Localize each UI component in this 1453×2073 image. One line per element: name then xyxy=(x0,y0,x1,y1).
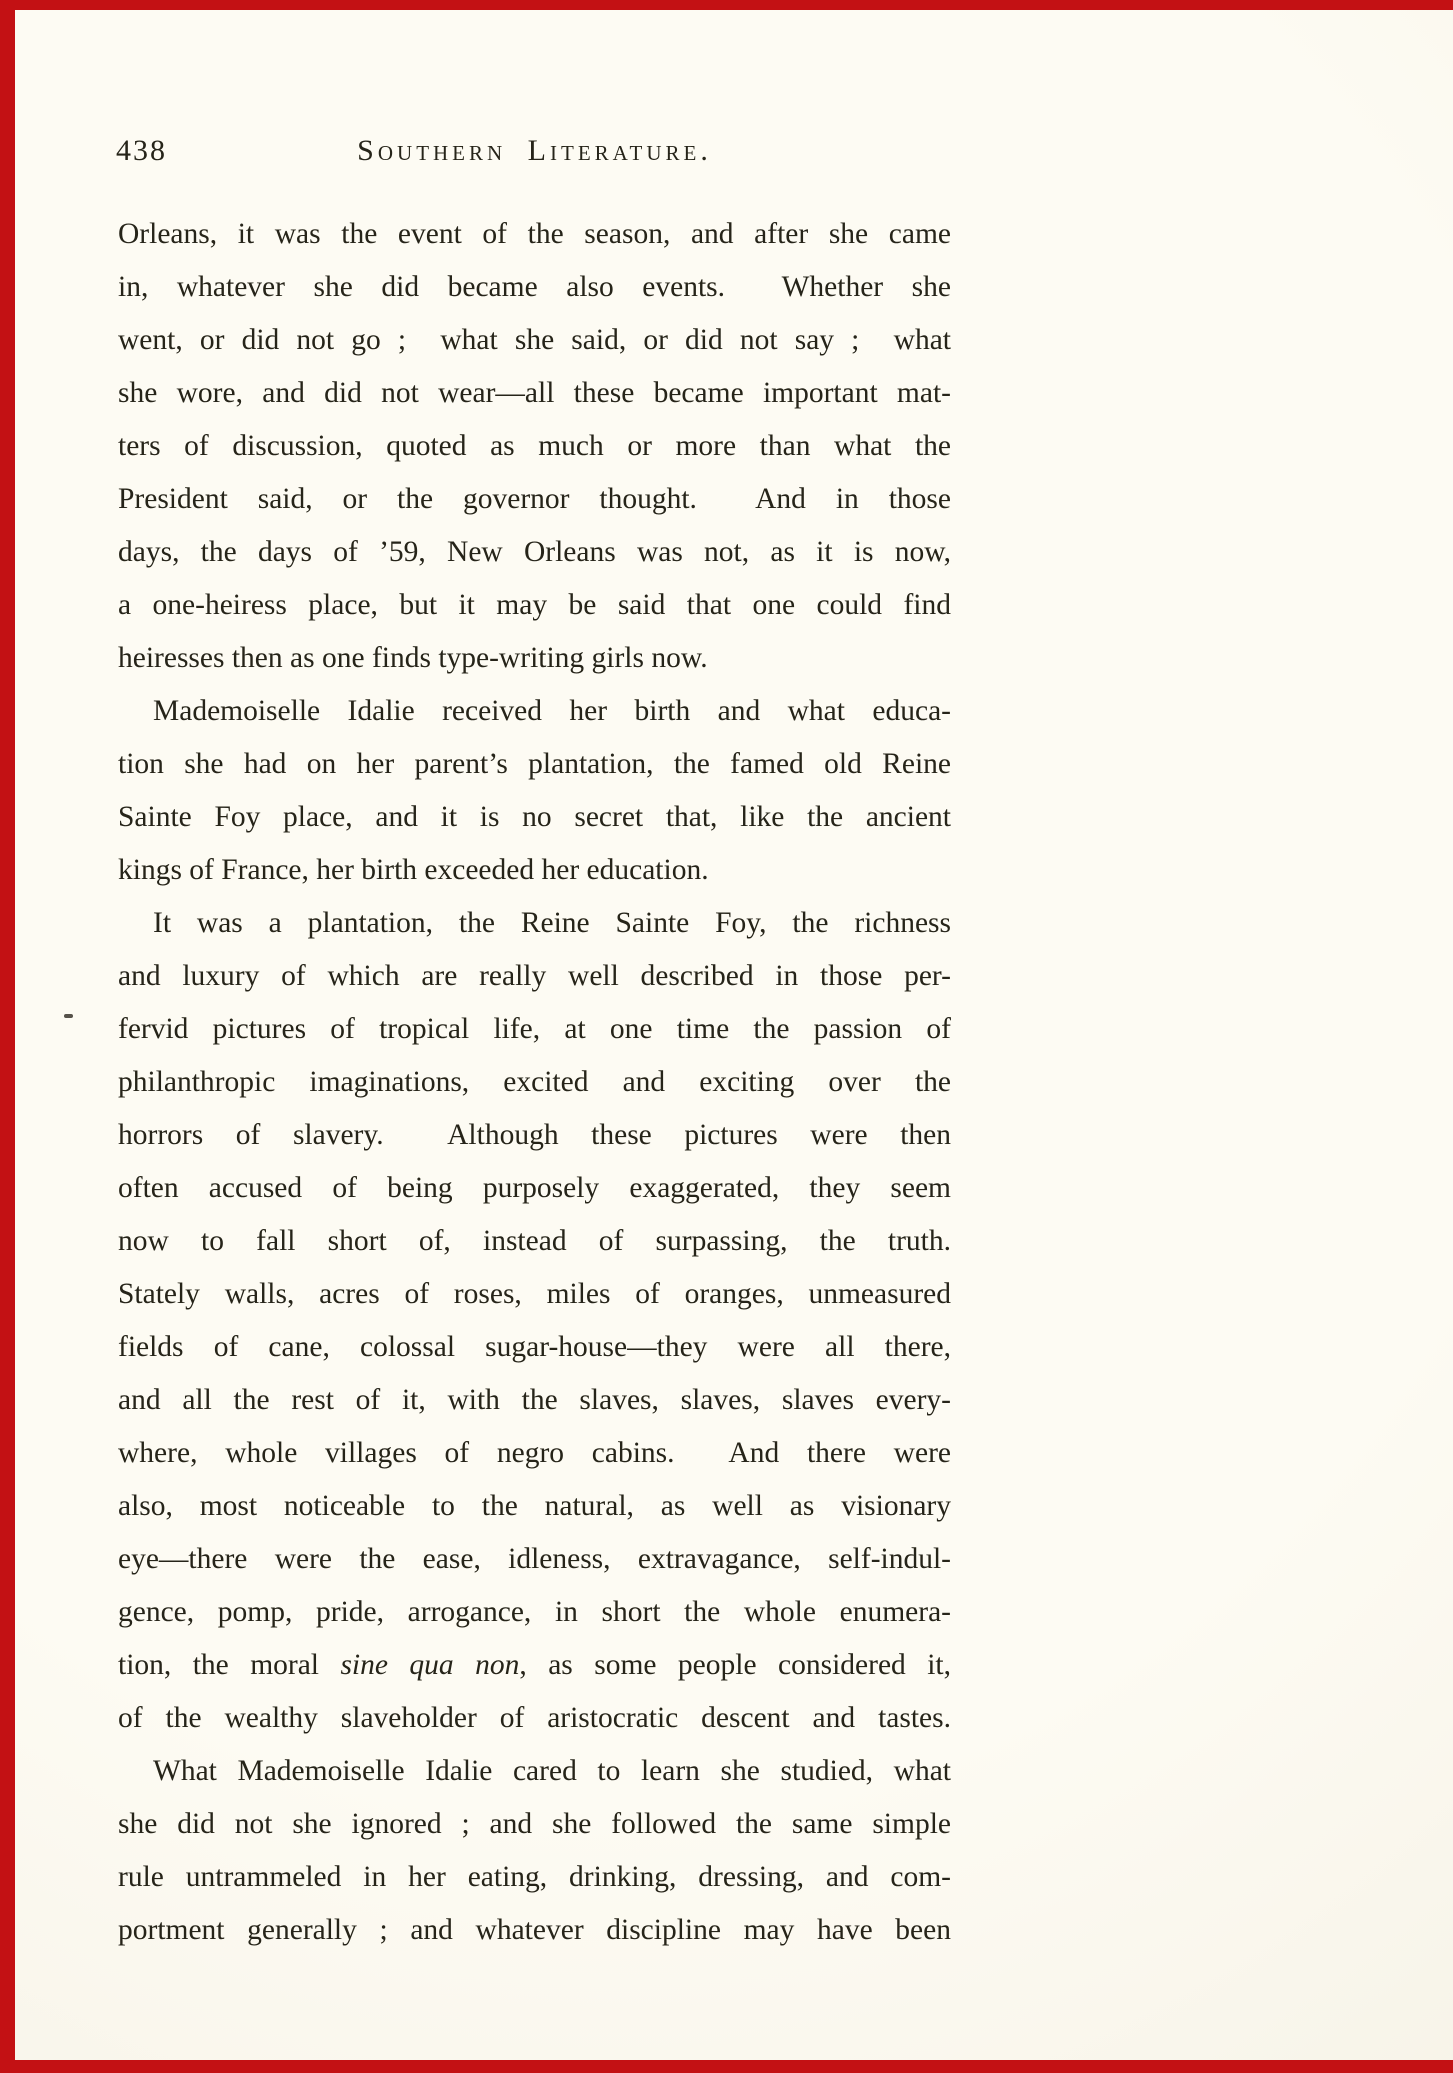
text-line xyxy=(118,420,951,473)
text-line xyxy=(118,685,951,738)
text-line xyxy=(118,1268,951,1321)
text-segment: eye—there were the ease, idleness, extravagance, self-indul- xyxy=(118,1543,951,1575)
text-segment: It was a plantation, the Reine Sainte Foy, the richness xyxy=(153,907,951,939)
text-line xyxy=(118,526,951,579)
text-segment: of the wealthy slaveholder of aristocratic descent and tastes. xyxy=(118,1702,951,1734)
text-segment: fields of cane, colossal sugar-house—they were all there, xyxy=(118,1331,951,1363)
text-line xyxy=(118,632,951,685)
paragraph xyxy=(118,1745,951,1957)
text-segment: fervid pictures of tropical life, at one time the passion of xyxy=(118,1013,951,1045)
text-segment: and luxury of which are really well described in those per- xyxy=(118,960,951,992)
text-segment: tion, the moral xyxy=(118,1649,341,1681)
scan-edge-left xyxy=(0,0,15,2073)
text-segment: Orleans, it was the event of the season, and after she came xyxy=(118,218,951,250)
text-line xyxy=(118,1480,951,1533)
running-title: Southern Literature. xyxy=(357,134,712,167)
text-segment: she wore, and did not wear—all these became important mat- xyxy=(118,377,951,409)
text-line xyxy=(118,738,951,791)
text-line xyxy=(118,1162,951,1215)
text-segment: tion she had on her parent’s plantation, the famed old Reine xyxy=(118,748,951,780)
text-line xyxy=(118,367,951,420)
paragraph xyxy=(118,685,951,897)
paragraph xyxy=(118,897,951,1745)
text-line xyxy=(118,314,951,367)
text-line xyxy=(118,1692,951,1745)
text-line xyxy=(118,1109,951,1162)
text-segment: President said, or the governor thought. And in those xyxy=(118,483,951,515)
text-segment: a one-heiress place, but it may be said that one could find xyxy=(118,589,951,621)
text-segment: heiresses then as one finds type-writing girls now. xyxy=(118,642,708,674)
text-segment: often accused of being purposely exaggerated, they seem xyxy=(118,1172,951,1204)
text-segment: Mademoiselle Idalie received her birth and what educa- xyxy=(153,695,951,727)
page-number: 438 xyxy=(116,134,167,167)
page-body xyxy=(118,208,951,1957)
text-segment: portment generally ; and whatever discipline may have been xyxy=(118,1914,951,1946)
text-line xyxy=(118,208,951,261)
scan-edge-top xyxy=(0,0,1453,10)
ink-speck xyxy=(64,1014,73,1018)
text-line xyxy=(118,1745,951,1798)
text-line xyxy=(118,1374,951,1427)
text-segment: where, whole villages of negro cabins. And there were xyxy=(118,1437,951,1469)
text-segment: What Mademoiselle Idalie cared to learn she studied, what xyxy=(153,1755,951,1787)
text-segment: days, the days of ’59, New Orleans was not, as it is now, xyxy=(118,536,951,568)
text-line xyxy=(118,950,951,1003)
scan-edge-bottom xyxy=(0,2060,1453,2073)
text-segment: now to fall short of, instead of surpassing, the truth. xyxy=(118,1225,951,1257)
text-segment: , as some people considered it, xyxy=(519,1649,951,1681)
text-line xyxy=(118,897,951,950)
text-line xyxy=(118,791,951,844)
text-line xyxy=(118,1639,951,1692)
text-line xyxy=(118,844,951,897)
text-segment: and all the rest of it, with the slaves, slaves, slaves every- xyxy=(118,1384,951,1416)
text-segment: Sainte Foy place, and it is no secret that, like the ancient xyxy=(118,801,951,833)
text-line xyxy=(118,579,951,632)
italic-phrase: sine qua non xyxy=(340,1649,520,1681)
text-line xyxy=(118,1904,951,1957)
text-line xyxy=(118,1427,951,1480)
text-line xyxy=(118,473,951,526)
text-segment: philanthropic imaginations, excited and exciting over the xyxy=(118,1066,951,1098)
text-line xyxy=(118,1798,951,1851)
text-line xyxy=(118,261,951,314)
text-segment: horrors of slavery. Although these pictures were then xyxy=(118,1119,951,1151)
text-line xyxy=(118,1586,951,1639)
text-line xyxy=(118,1851,951,1904)
text-line xyxy=(118,1533,951,1586)
text-segment: she did not she ignored ; and she followed the same simple xyxy=(118,1808,951,1840)
text-line xyxy=(118,1003,951,1056)
text-segment: also, most noticeable to the natural, as well as visionary xyxy=(118,1490,951,1522)
text-segment: in, whatever she did became also events. Whether she xyxy=(118,271,951,303)
text-segment: ters of discussion, quoted as much or more than what the xyxy=(118,430,951,462)
text-line xyxy=(118,1056,951,1109)
text-line xyxy=(118,1321,951,1374)
page-header xyxy=(118,134,951,178)
text-segment: went, or did not go ; what she said, or did not say ; what xyxy=(118,324,951,356)
text-segment: gence, pomp, pride, arrogance, in short the whole enumera- xyxy=(118,1596,951,1628)
text-line xyxy=(118,1215,951,1268)
text-segment: kings of France, her birth exceeded her education. xyxy=(118,854,709,886)
text-segment: rule untrammeled in her eating, drinking, dressing, and com- xyxy=(118,1861,951,1893)
text-segment: Stately walls, acres of roses, miles of oranges, unmeasured xyxy=(118,1278,951,1310)
paragraph xyxy=(118,208,951,685)
